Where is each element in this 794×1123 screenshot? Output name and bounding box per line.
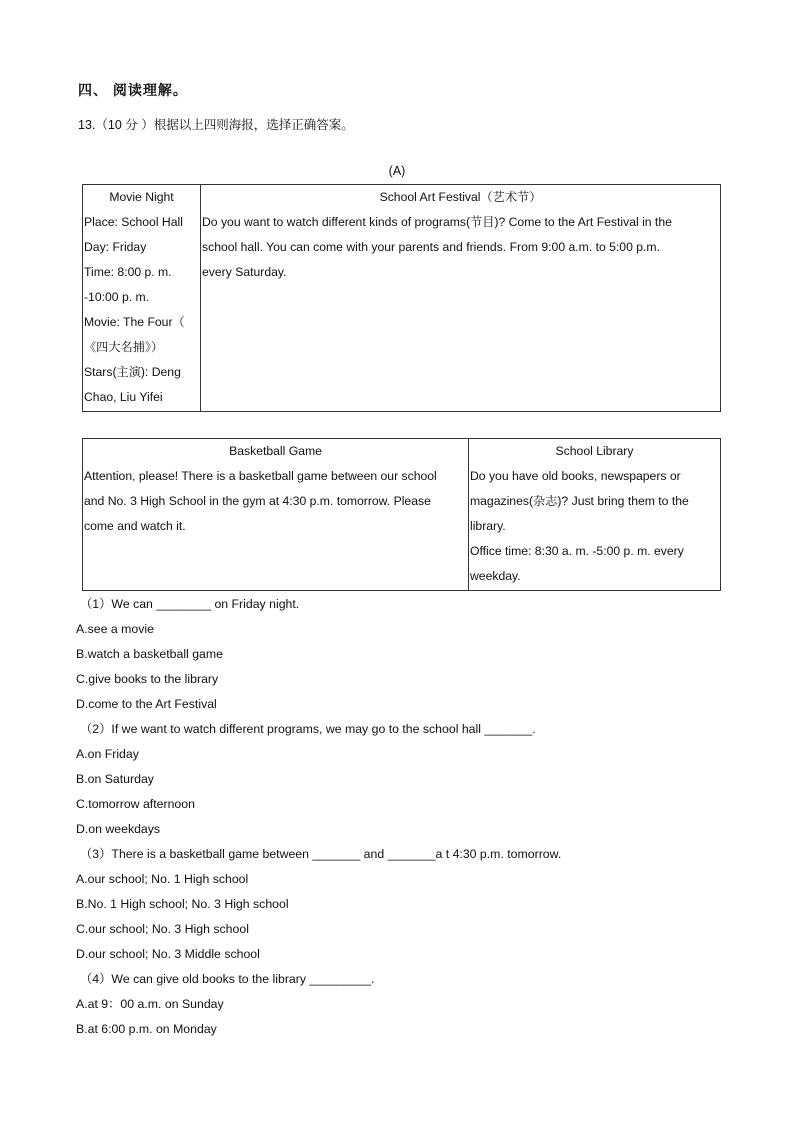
option-3c: C.our school; No. 3 High school: [76, 922, 249, 936]
poster-line: Place: School Hall: [84, 215, 183, 229]
question-stem-3: （3）There is a basketball game between _______ and _______a t 4:30 p.m. tomorrow.: [80, 847, 562, 861]
poster-title: Basketball Game: [229, 444, 322, 458]
poster-line: Attention, please! There is a basketball game between our school: [84, 469, 437, 483]
option-1c: C.give books to the library: [76, 672, 219, 686]
option-2d: D.on weekdays: [76, 822, 161, 836]
poster-line: school hall. You can come with your parents and friends. From 9:00 a.m. to 5:00 p.m.: [202, 240, 660, 254]
option-2c: C.tomorrow afternoon: [76, 797, 195, 811]
option-1a: A.see a movie: [76, 622, 154, 636]
poster-line: 《四大名捕》）: [84, 340, 164, 354]
poster-title: Movie Night: [109, 190, 174, 204]
poster-table-2: [82, 438, 721, 591]
section-title: 四、 阅读理解。: [78, 82, 188, 98]
option-2a: A.on Friday: [76, 747, 139, 761]
question-header: 13.（10 分 ）根据以上四则海报，选择正确答案。: [78, 118, 354, 132]
poster-line: Do you have old books, newspapers or: [470, 469, 681, 483]
option-1b: B.watch a basketball game: [76, 647, 223, 661]
school-library-poster: [469, 439, 721, 591]
basketball-game-poster: [83, 439, 469, 591]
option-1d: D.come to the Art Festival: [76, 697, 217, 711]
question-stem-1: （1）We can ________ on Friday night.: [80, 597, 300, 611]
poster-line: Day: Friday: [84, 240, 147, 254]
question-stem-2: （2）If we want to watch different programs, we may go to the school hall _______.: [80, 722, 536, 736]
option-3a: A.our school; No. 1 High school: [76, 872, 249, 886]
art-festival-poster: [201, 185, 721, 412]
option-3b: B.No. 1 High school; No. 3 High school: [76, 897, 289, 911]
poster-line: Time: 8:00 p. m.: [84, 265, 172, 279]
poster-line: Office time: 8:30 a. m. -5:00 p. m. every: [470, 544, 684, 558]
poster-line: Chao, Liu Yifei: [84, 390, 163, 404]
poster-line: Stars(主演): Deng: [84, 365, 181, 379]
option-4b: B.at 6:00 p.m. on Monday: [76, 1022, 217, 1036]
poster-line: Movie: The Four（: [84, 315, 185, 329]
poster-line: and No. 3 High School in the gym at 4:30 p.m. tomorrow. Please: [84, 494, 431, 508]
poster-title: School Art Festival（艺术节）: [379, 190, 542, 204]
question-list: [76, 592, 756, 1042]
poster-line: every Saturday.: [202, 265, 287, 279]
option-3d: D.our school; No. 3 Middle school: [76, 947, 260, 961]
movie-night-poster: [83, 185, 201, 412]
poster-title: School Library: [555, 444, 634, 458]
poster-line: weekday.: [470, 569, 521, 583]
poster-line: magazines(杂志)? Just bring them to the: [470, 494, 689, 508]
option-4a: A.at 9：00 a.m. on Sunday: [76, 997, 224, 1011]
poster-line: Do you want to watch different kinds of programs(节目)? Come to the Art Festival in the: [202, 215, 672, 229]
poster-line: come and watch it.: [84, 519, 186, 533]
poster-line: library.: [470, 519, 506, 533]
part-label: (A): [388, 164, 406, 178]
poster-line: -10:00 p. m.: [84, 290, 150, 304]
question-stem-4: （4）We can give old books to the library _________.: [80, 972, 375, 986]
poster-table-1: [82, 184, 721, 412]
option-2b: B.on Saturday: [76, 772, 154, 786]
